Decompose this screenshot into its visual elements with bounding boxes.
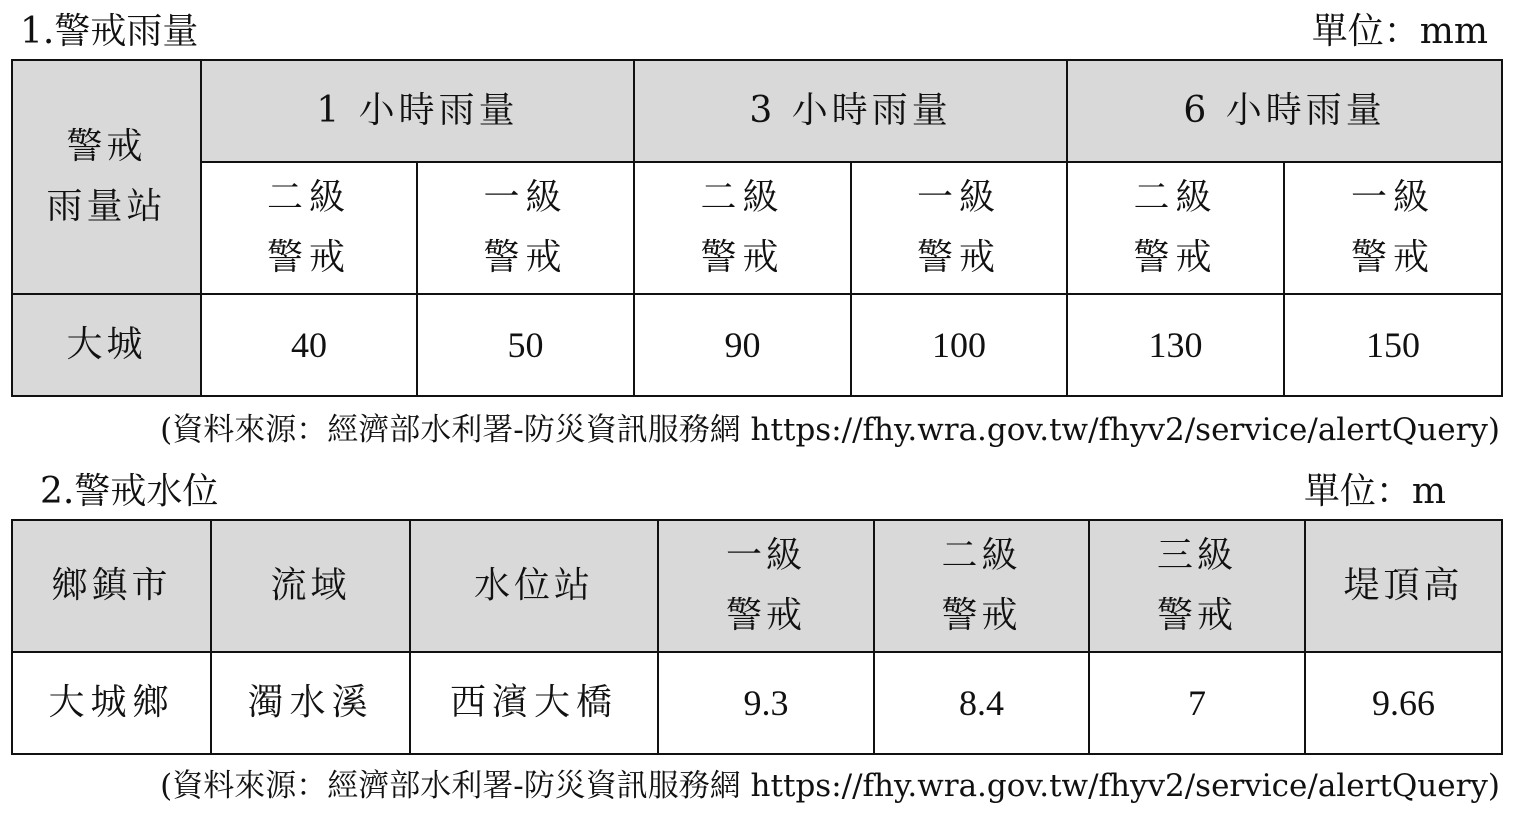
level-header [1284, 162, 1502, 294]
warning-label: 警戒 [700, 237, 785, 278]
rainfall-value: 50 [417, 294, 634, 396]
level-label: 一級 [917, 177, 1002, 218]
group-header-3h: 3 小時雨量 [634, 60, 1067, 162]
warning-label: 警戒 [266, 237, 351, 278]
level-label: 二級 [1133, 177, 1218, 218]
warning-label: 警戒 [1156, 595, 1237, 636]
station-header-line2: 雨量站 [46, 186, 167, 227]
level-label: 一級 [483, 177, 568, 218]
section2-title: 2.警戒水位 [40, 471, 219, 512]
station-header: 水位站 [410, 520, 658, 652]
warning-label: 警戒 [917, 237, 1002, 278]
section1-unit: 單位：mm [1311, 11, 1488, 52]
warning-label: 警戒 [941, 595, 1022, 636]
level-label: 一級 [725, 535, 806, 576]
rainfall-value: 100 [851, 294, 1067, 396]
level3-cell: 7 [1089, 652, 1305, 754]
level-label: 二級 [700, 177, 785, 218]
embankment-header: 堤頂高 [1305, 520, 1502, 652]
level-label: 三級 [1156, 535, 1237, 576]
level-label: 二級 [941, 535, 1022, 576]
warning-label: 警戒 [1351, 237, 1436, 278]
warning-water-level-table [11, 519, 1503, 755]
warning-rainfall-table [11, 59, 1503, 397]
level-header [417, 162, 634, 294]
station-header-line1: 警戒 [66, 126, 147, 167]
station-cell: 西濱大橋 [410, 652, 658, 754]
level-header [851, 162, 1067, 294]
level-header [634, 162, 851, 294]
level3-header [1089, 520, 1305, 652]
level-header [1067, 162, 1284, 294]
section1-source: (資料來源：經濟部水利署-防災資訊服務網 https://fhy.wra.gov.tw/fhyv2/service/alertQuery) [160, 412, 1500, 448]
level2-header [874, 520, 1089, 652]
embankment-cell: 9.66 [1305, 652, 1502, 754]
section2-source: (資料來源：經濟部水利署-防災資訊服務網 https://fhy.wra.gov.tw/fhyv2/service/alertQuery) [160, 768, 1500, 804]
level2-cell: 8.4 [874, 652, 1089, 754]
group-header-1h: 1 小時雨量 [201, 60, 634, 162]
township-cell: 大城鄉 [12, 652, 211, 754]
township-header: 鄉鎮市 [12, 520, 211, 652]
level-label: 一級 [1351, 177, 1436, 218]
rainfall-value: 130 [1067, 294, 1284, 396]
rainfall-value: 90 [634, 294, 851, 396]
table-row [12, 294, 1502, 396]
warning-label: 警戒 [725, 595, 806, 636]
level1-header [658, 520, 874, 652]
rainfall-value: 40 [201, 294, 417, 396]
level-header [201, 162, 417, 294]
station-header [12, 60, 201, 294]
level-label: 二級 [266, 177, 351, 218]
warning-label: 警戒 [483, 237, 568, 278]
basin-header: 流域 [211, 520, 410, 652]
group-header-6h: 6 小時雨量 [1067, 60, 1502, 162]
rainfall-value: 150 [1284, 294, 1502, 396]
warning-label: 警戒 [1133, 237, 1218, 278]
basin-cell: 濁水溪 [211, 652, 410, 754]
table-row [12, 652, 1502, 754]
level1-cell: 9.3 [658, 652, 874, 754]
section2-unit: 單位：m [1303, 471, 1446, 512]
section1-title: 1.警戒雨量 [20, 11, 199, 52]
station-name: 大城 [12, 294, 201, 396]
